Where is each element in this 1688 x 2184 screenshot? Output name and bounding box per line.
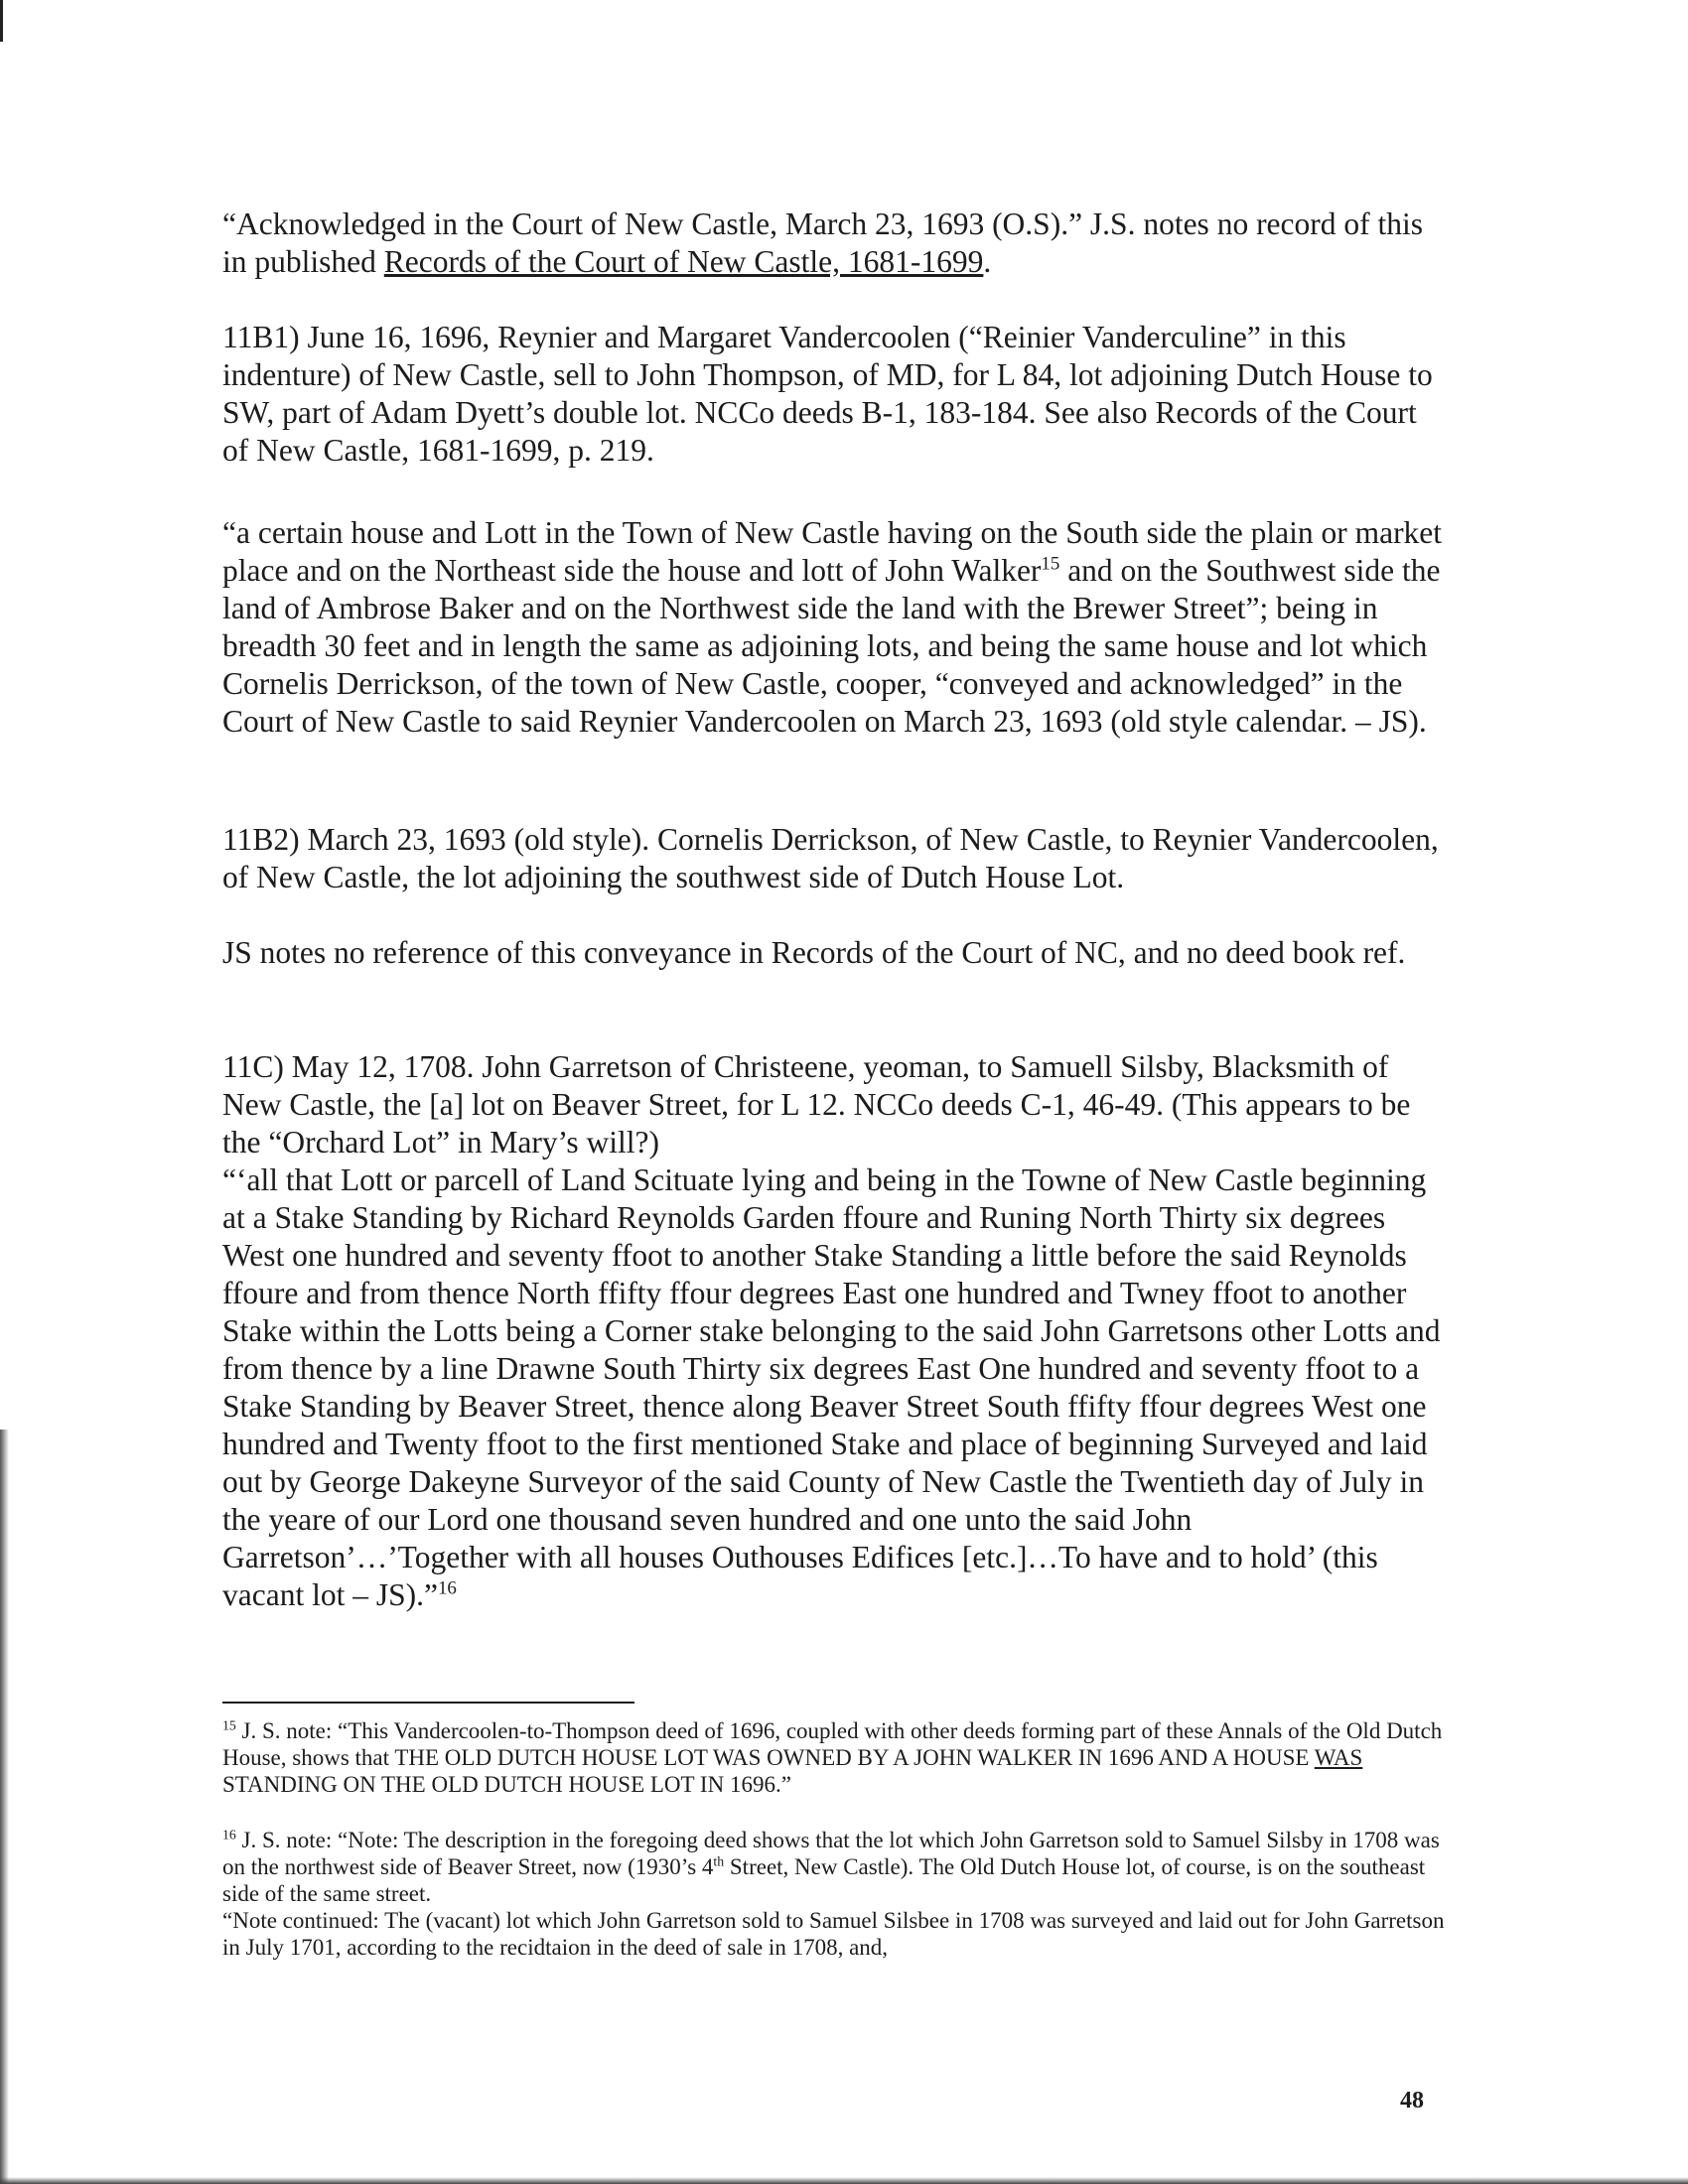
scan-edge-shadow [0, 2177, 1688, 2184]
ordinal-suffix: th [713, 1853, 725, 1869]
footnote-continued: “Note continued: The (vacant) lot which John Garretson sold to Samuel Silsbee in 1708 was surveyed and laid out for John Garretson in July 1701, according to the recidtaion in the deed of sale in 1708, and, [222, 1908, 1445, 1960]
footnote-text: STANDING ON THE OLD DUTCH HOUSE LOT IN 1696.” [222, 1772, 791, 1797]
paragraph-text: 11B1) June 16, 1696, Reynier and Margaret Vandercoolen (“Reinier Vanderculine” in this indenture) of New Castle, sell to John Thompson, of MD, for L 84, lot adjoining Dutch House to SW, part of Adam Dyett’s double lot. NCCo deeds B-1, 183-184. See also Records of the Court of New Castle, 1681-1699, p. 219. [222, 320, 1433, 468]
paragraph-text: “Acknowledged in the Court of New Castle, March 23, 1693 (O.S).” J.S. notes no record of this in published [222, 206, 1424, 279]
paragraph-acknowledged [222, 205, 1448, 281]
paragraph-11b2 [222, 821, 1448, 896]
footnote-text: Street, New Castle). The Old Dutch House lot, of course, is on the southeast side of the same street. [222, 1854, 1426, 1906]
paragraph-house-lot-quote [222, 514, 1448, 741]
paragraph-11c [222, 1048, 1448, 1614]
page-number: 48 [1400, 2088, 1424, 2114]
underlined-title: Records of the Court of New Castle, 1681-1699 [383, 244, 984, 279]
deed-quote: “‘all that Lott or parcell of Land Scituate lying and being in the Towne of New Castle beginning at a Stake Standing by Richard Reynolds Garden ffoure and Runing North Thirty six degrees West one hundred and seventy ffoot to another Stake Standing a little before the said Reynolds ffoure and from thence North ffifty ffour degrees East one hundred and Twney ffoot to another Stake within the Lotts being a Corner stake belonging to the said John Garretsons other Lotts and from thence by a line Drawne South Thirty six degrees East One hundred and seventy ffoot to a Stake Standing by Beaver Street, thence along Beaver Street South ffifty ffour degrees West one hundred and Twenty ffoot to the first mentioned Stake and place of beginning Surveyed and laid out by George Dakeyne Surveyor of the said County of New Castle the Twentieth day of July in the yeare of our Lord one thousand seven hundred and one unto the said John Garretson’…’Together with all houses Outhouses Edifices [etc.]…To have and to hold’ (this vacant lot – JS).” [222, 1162, 1441, 1612]
footnote-16 [222, 1827, 1448, 1961]
paragraph-text: JS notes no reference of this conveyance in Records of the Court of NC, and no deed book ref. [222, 935, 1406, 970]
footnote-text: J. S. note: “Note: The description in the foregoing deed shows that the lot which John Garretson sold to Samuel Silsby in 1708 was on the northwest side of Beaver Street, now (1930’s 4 [222, 1828, 1440, 1879]
paragraph-text: 11C) May 12, 1708. John Garretson of Christeene, yeoman, to Samuell Silsby, Blacksmith of New Castle, the [a] lot on Beaver Street, for L 12. NCCo deeds C-1, 46-49. (This appears to be the “Orchard Lot” in Mary’s will?) [222, 1049, 1411, 1160]
paragraph-js-notes [222, 934, 1448, 972]
footnote-number: 16 [222, 1827, 236, 1843]
footnote-divider [222, 1702, 634, 1704]
footnote-ref-16: 16 [437, 1577, 457, 1599]
scan-artifact [0, 0, 3, 42]
paragraph-11b1 [222, 319, 1448, 470]
paragraph-text: 11B2) March 23, 1693 (old style). Cornelis Derrickson, of New Castle, to Reynier Vandercoolen, of New Castle, the lot adjoining the southwest side of Dutch House Lot. [222, 822, 1439, 894]
paragraph-text: “a certain house and Lott in the Town of New Castle having on the South side the plain or market place and on the Northeast side the house and lott of John Walker [222, 515, 1443, 588]
footnote-number: 15 [222, 1717, 236, 1733]
footnote-emphasis: WAS [1314, 1745, 1363, 1770]
footnote-ref-15: 15 [1041, 553, 1060, 575]
footnote-15 [222, 1717, 1448, 1798]
footnote-text: J. S. note: “This Vandercoolen-to-Thompson deed of 1696, coupled with other deeds forming part of these Annals of the Old Dutch House, shows that THE OLD DUTCH HOUSE LOT WAS OWNED BY A JOHN WALKER IN 1696 AND A HOUSE [222, 1718, 1443, 1770]
scan-edge-shadow [0, 1430, 9, 2184]
paragraph-text: and on the Southwest side the land of Ambrose Baker and on the Northwest side the land with the Brewer Street”; being in breadth 30 feet and in length the same as adjoining lots, and being the same house and lot which Cornelis Derrickson, of the town of New Castle, cooper, “conveyed and acknowledged” in the Court of New Castle to said Reynier Vandercoolen on March 23, 1693 (old style calendar. – JS). [222, 553, 1441, 739]
paragraph-text: . [983, 244, 992, 279]
